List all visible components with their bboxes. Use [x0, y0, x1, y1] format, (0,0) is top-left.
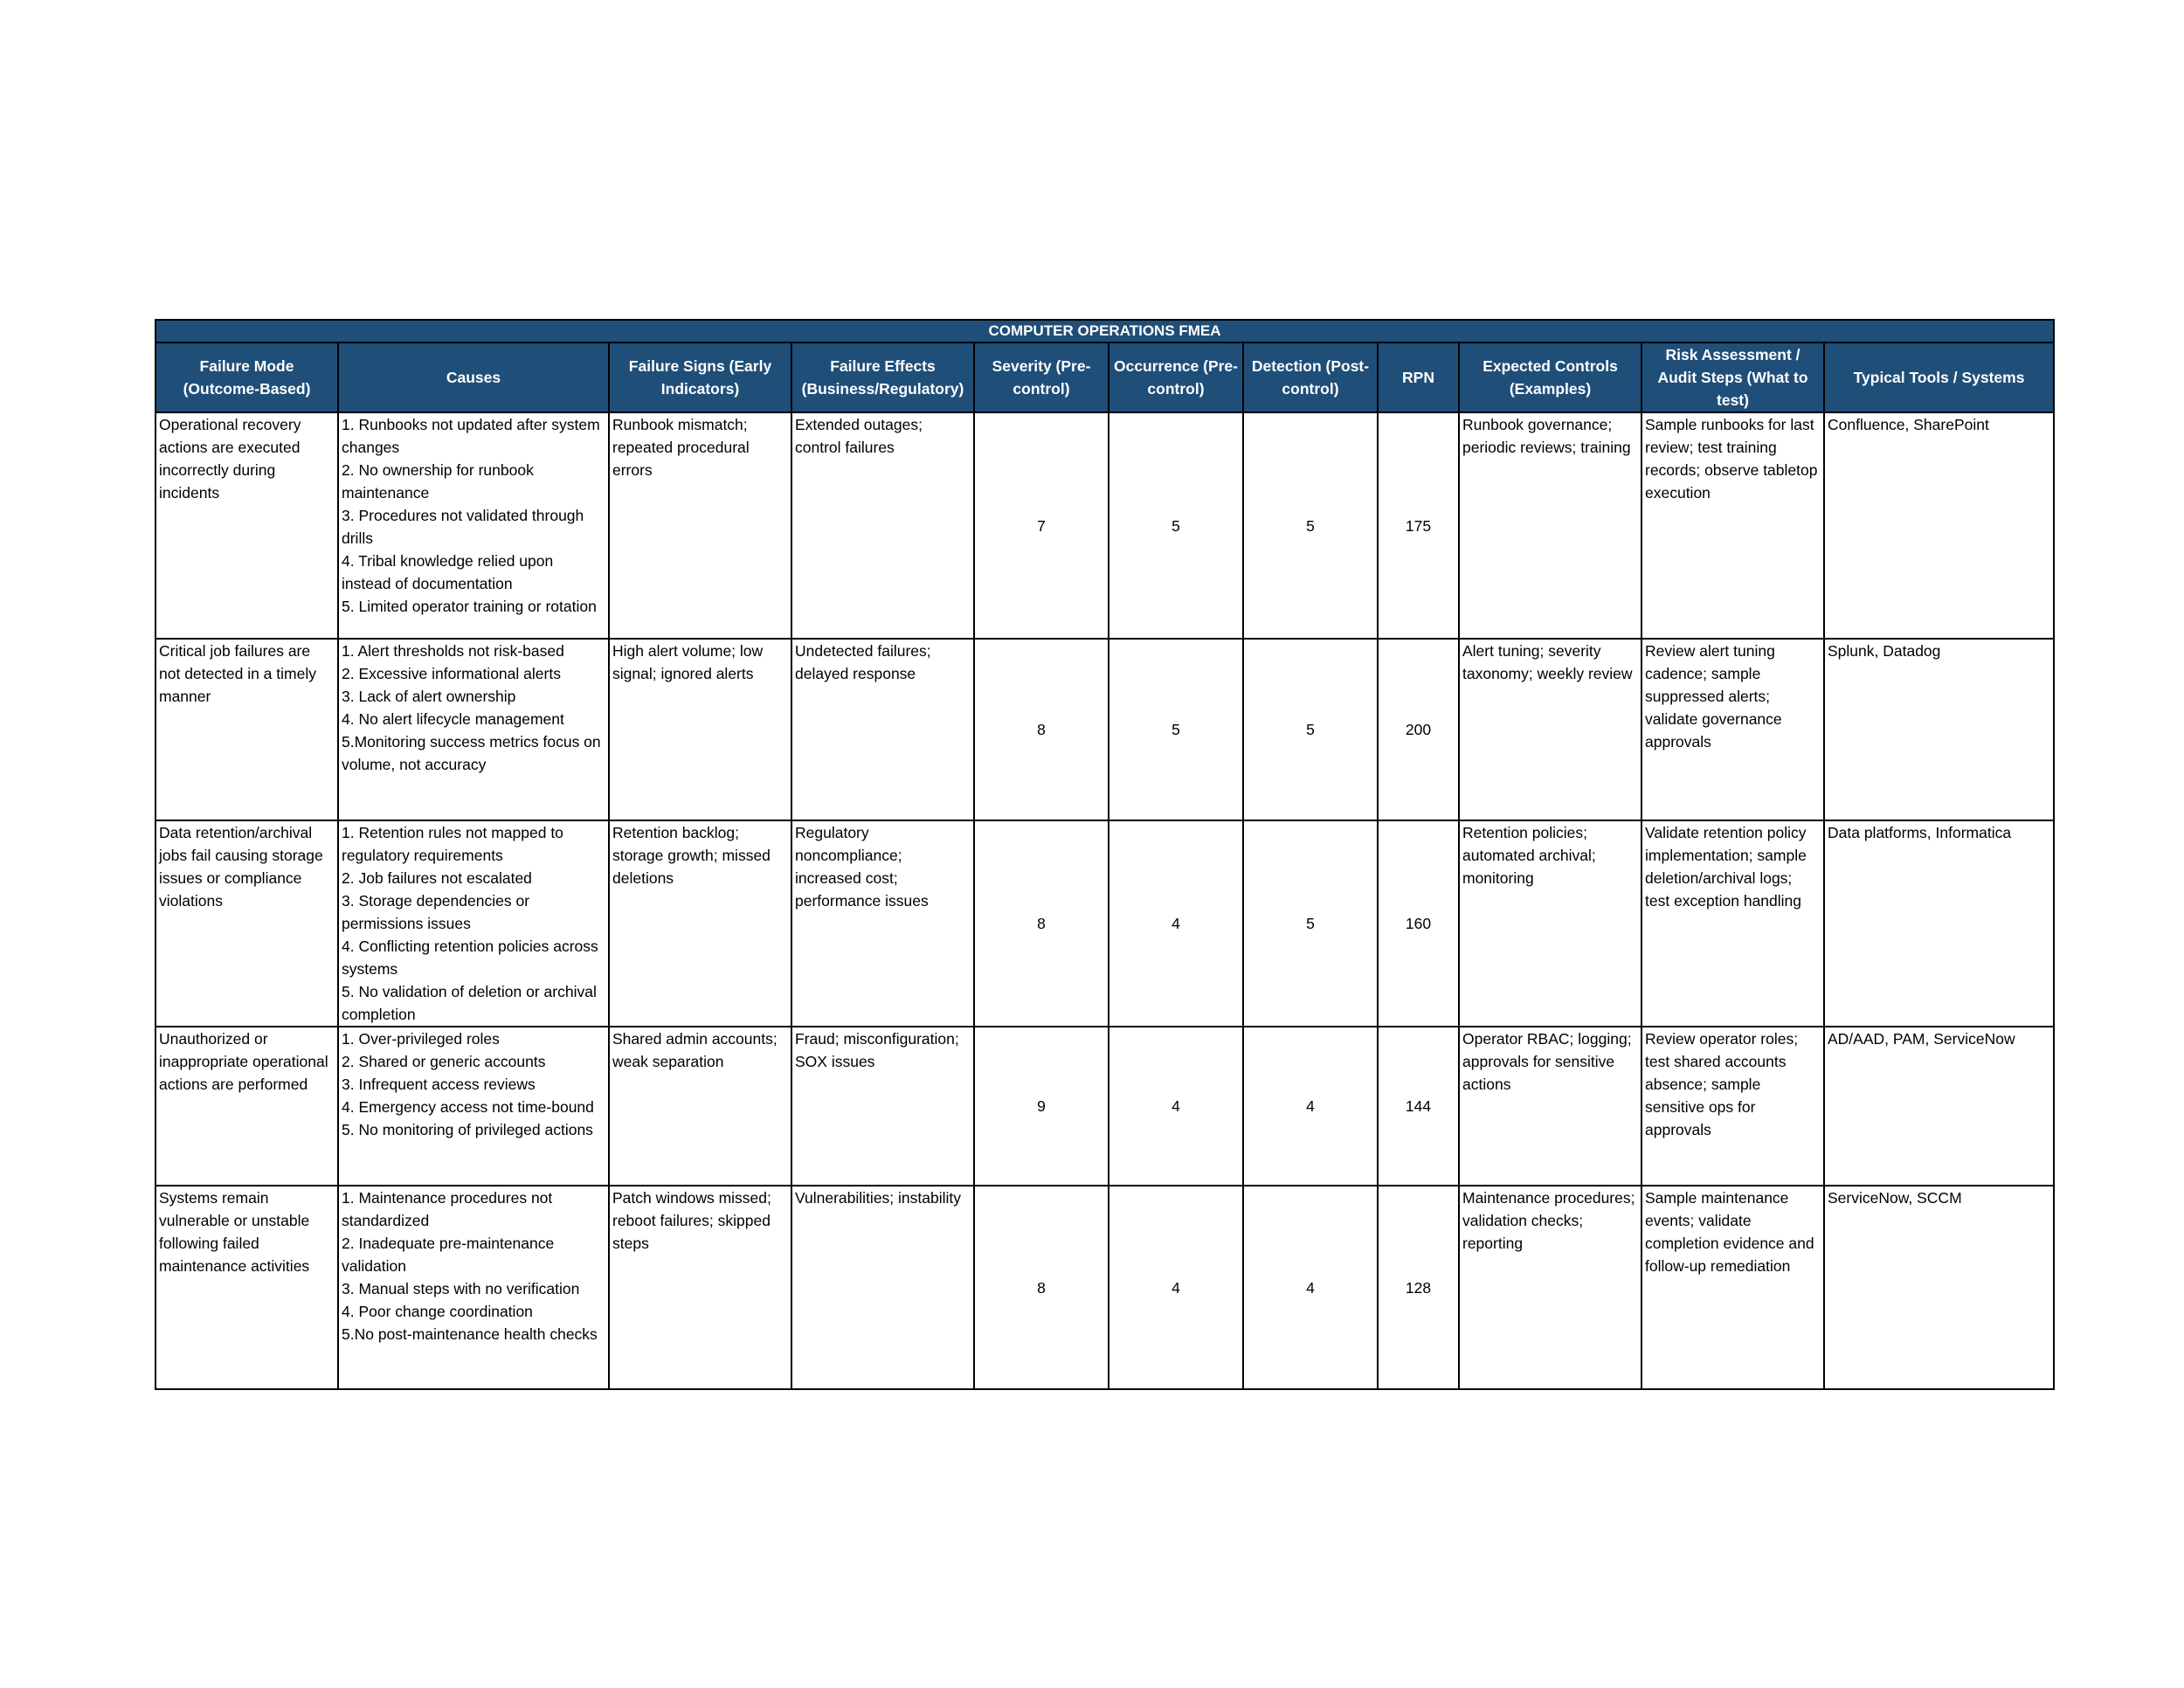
expected-controls-cell: Operator RBAC; logging; approvals for sensitive actions [1459, 1027, 1641, 1186]
occurrence-cell: 4 [1109, 1186, 1243, 1389]
occurrence-cell: 5 [1109, 412, 1243, 639]
cause-item: 4. Conflicting retention policies across systems [342, 937, 598, 978]
table-row [156, 1186, 2054, 1389]
detection-cell: 4 [1243, 1186, 1378, 1389]
typical-tools-cell: AD/AAD, PAM, ServiceNow [1824, 1027, 2054, 1186]
failure-mode-cell: Data retention/archival jobs fail causing storage issues or compliance violations [156, 820, 338, 1027]
table-row [156, 639, 2054, 820]
cause-item: 4. Tribal knowledge relied upon instead of documentation [342, 552, 554, 592]
detection-cell: 5 [1243, 820, 1378, 1027]
expected-controls-cell: Retention policies; automated archival; monitoring [1459, 820, 1641, 1027]
header-typical-tools: Typical Tools / Systems [1824, 342, 2054, 412]
risk-assessment-cell: Validate retention policy implementation; sample deletion/archival logs; test exception handling [1641, 820, 1824, 1027]
header-failure-mode: Failure Mode (Outcome-Based) [156, 342, 338, 412]
header-severity: Severity (Pre-control) [974, 342, 1109, 412]
failure-signs-cell: Runbook mismatch; repeated procedural errors [609, 412, 791, 639]
header-failure-signs: Failure Signs (Early Indicators) [609, 342, 791, 412]
typical-tools-cell: Data platforms, Informatica [1824, 820, 2054, 1027]
cause-item: 1. Maintenance procedures not standardized [342, 1189, 553, 1229]
causes-cell [338, 639, 609, 820]
causes-cell [338, 1186, 609, 1389]
failure-effects-cell: Fraud; misconfiguration; SOX issues [791, 1027, 974, 1186]
cause-item: 4. Poor change coordination [342, 1303, 533, 1320]
fmea-table [155, 319, 2055, 1390]
typical-tools-cell: Confluence, SharePoint [1824, 412, 2054, 639]
occurrence-cell: 5 [1109, 639, 1243, 820]
rpn-cell: 128 [1378, 1186, 1459, 1389]
detection-cell: 4 [1243, 1027, 1378, 1186]
table-row [156, 820, 2054, 1027]
rpn-cell: 144 [1378, 1027, 1459, 1186]
cause-item: 2. Job failures not escalated [342, 869, 532, 887]
occurrence-cell: 4 [1109, 820, 1243, 1027]
failure-signs-cell: Patch windows missed; reboot failures; skipped steps [609, 1186, 791, 1389]
cause-item: 5.Monitoring success metrics focus on volume, not accuracy [342, 733, 601, 773]
cause-item: 3. Procedures not validated through drills [342, 507, 584, 547]
causes-cell [338, 820, 609, 1027]
cause-item: 3. Storage dependencies or permissions issues [342, 892, 530, 932]
occurrence-cell: 4 [1109, 1027, 1243, 1186]
detection-cell: 5 [1243, 639, 1378, 820]
table-row [156, 1027, 2054, 1186]
risk-assessment-cell: Sample maintenance events; validate completion evidence and follow-up remediation [1641, 1186, 1824, 1389]
rpn-cell: 200 [1378, 639, 1459, 820]
cause-item: 2. Shared or generic accounts [342, 1053, 546, 1070]
failure-signs-cell: Retention backlog; storage growth; missed deletions [609, 820, 791, 1027]
failure-effects-cell: Undetected failures; delayed response [791, 639, 974, 820]
cause-item: 3. Infrequent access reviews [342, 1076, 536, 1093]
typical-tools-cell: Splunk, Datadog [1824, 639, 2054, 820]
cause-item: 2. Excessive informational alerts [342, 665, 561, 682]
risk-assessment-cell: Review alert tuning cadence; sample suppressed alerts; validate governance approvals [1641, 639, 1824, 820]
expected-controls-cell: Runbook governance; periodic reviews; training [1459, 412, 1641, 639]
risk-assessment-cell: Review operator roles; test shared accounts absence; sample sensitive ops for approvals [1641, 1027, 1824, 1186]
failure-effects-cell: Regulatory noncompliance; increased cost; performance issues [791, 820, 974, 1027]
cause-item: 1. Over-privileged roles [342, 1030, 500, 1048]
cause-item: 2. Inadequate pre-maintenance validation [342, 1235, 555, 1275]
expected-controls-cell: Maintenance procedures; validation checks; reporting [1459, 1186, 1641, 1389]
cause-item: 5. No monitoring of privileged actions [342, 1121, 593, 1138]
severity-cell: 8 [974, 820, 1109, 1027]
severity-cell: 8 [974, 639, 1109, 820]
cause-item: 5. Limited operator training or rotation [342, 598, 597, 615]
header-occurrence: Occurrence (Pre-control) [1109, 342, 1243, 412]
rpn-cell: 160 [1378, 820, 1459, 1027]
cause-item: 3. Manual steps with no verification [342, 1280, 580, 1297]
cause-item: 1. Alert thresholds not risk-based [342, 642, 564, 660]
causes-cell [338, 1027, 609, 1186]
table-header-row [156, 342, 2054, 412]
severity-cell: 7 [974, 412, 1109, 639]
failure-mode-cell: Critical job failures are not detected in a timely manner [156, 639, 338, 820]
cause-item: 1. Runbooks not updated after system changes [342, 416, 600, 456]
header-causes: Causes [338, 342, 609, 412]
table-title-row [156, 320, 2054, 342]
cause-item: 5. No validation of deletion or archival completion [342, 983, 597, 1023]
failure-signs-cell: Shared admin accounts; weak separation [609, 1027, 791, 1186]
failure-mode-cell: Systems remain vulnerable or unstable following failed maintenance activities [156, 1186, 338, 1389]
detection-cell: 5 [1243, 412, 1378, 639]
header-detection: Detection (Post-control) [1243, 342, 1378, 412]
cause-item: 1. Retention rules not mapped to regulatory requirements [342, 824, 563, 864]
typical-tools-cell: ServiceNow, SCCM [1824, 1186, 2054, 1389]
failure-effects-cell: Vulnerabilities; instability [791, 1186, 974, 1389]
severity-cell: 8 [974, 1186, 1109, 1389]
header-risk-assessment: Risk Assessment / Audit Steps (What to test) [1641, 342, 1824, 412]
risk-assessment-cell: Sample runbooks for last review; test training records; observe tabletop execution [1641, 412, 1824, 639]
cause-item: 4. No alert lifecycle management [342, 710, 564, 728]
cause-item: 2. No ownership for runbook maintenance [342, 461, 534, 502]
causes-cell [338, 412, 609, 639]
cause-item: 4. Emergency access not time-bound [342, 1098, 594, 1116]
rpn-cell: 175 [1378, 412, 1459, 639]
expected-controls-cell: Alert tuning; severity taxonomy; weekly review [1459, 639, 1641, 820]
failure-signs-cell: High alert volume; low signal; ignored alerts [609, 639, 791, 820]
table-row [156, 412, 2054, 639]
failure-mode-cell: Unauthorized or inappropriate operational actions are performed [156, 1027, 338, 1186]
cause-item: 5.No post-maintenance health checks [342, 1325, 598, 1343]
header-failure-effects: Failure Effects (Business/Regulatory) [791, 342, 974, 412]
failure-mode-cell: Operational recovery actions are executed incorrectly during incidents [156, 412, 338, 639]
header-expected-controls: Expected Controls (Examples) [1459, 342, 1641, 412]
failure-effects-cell: Extended outages; control failures [791, 412, 974, 639]
header-rpn: RPN [1378, 342, 1459, 412]
table-title: COMPUTER OPERATIONS FMEA [156, 320, 2054, 342]
cause-item: 3. Lack of alert ownership [342, 688, 516, 705]
severity-cell: 9 [974, 1027, 1109, 1186]
